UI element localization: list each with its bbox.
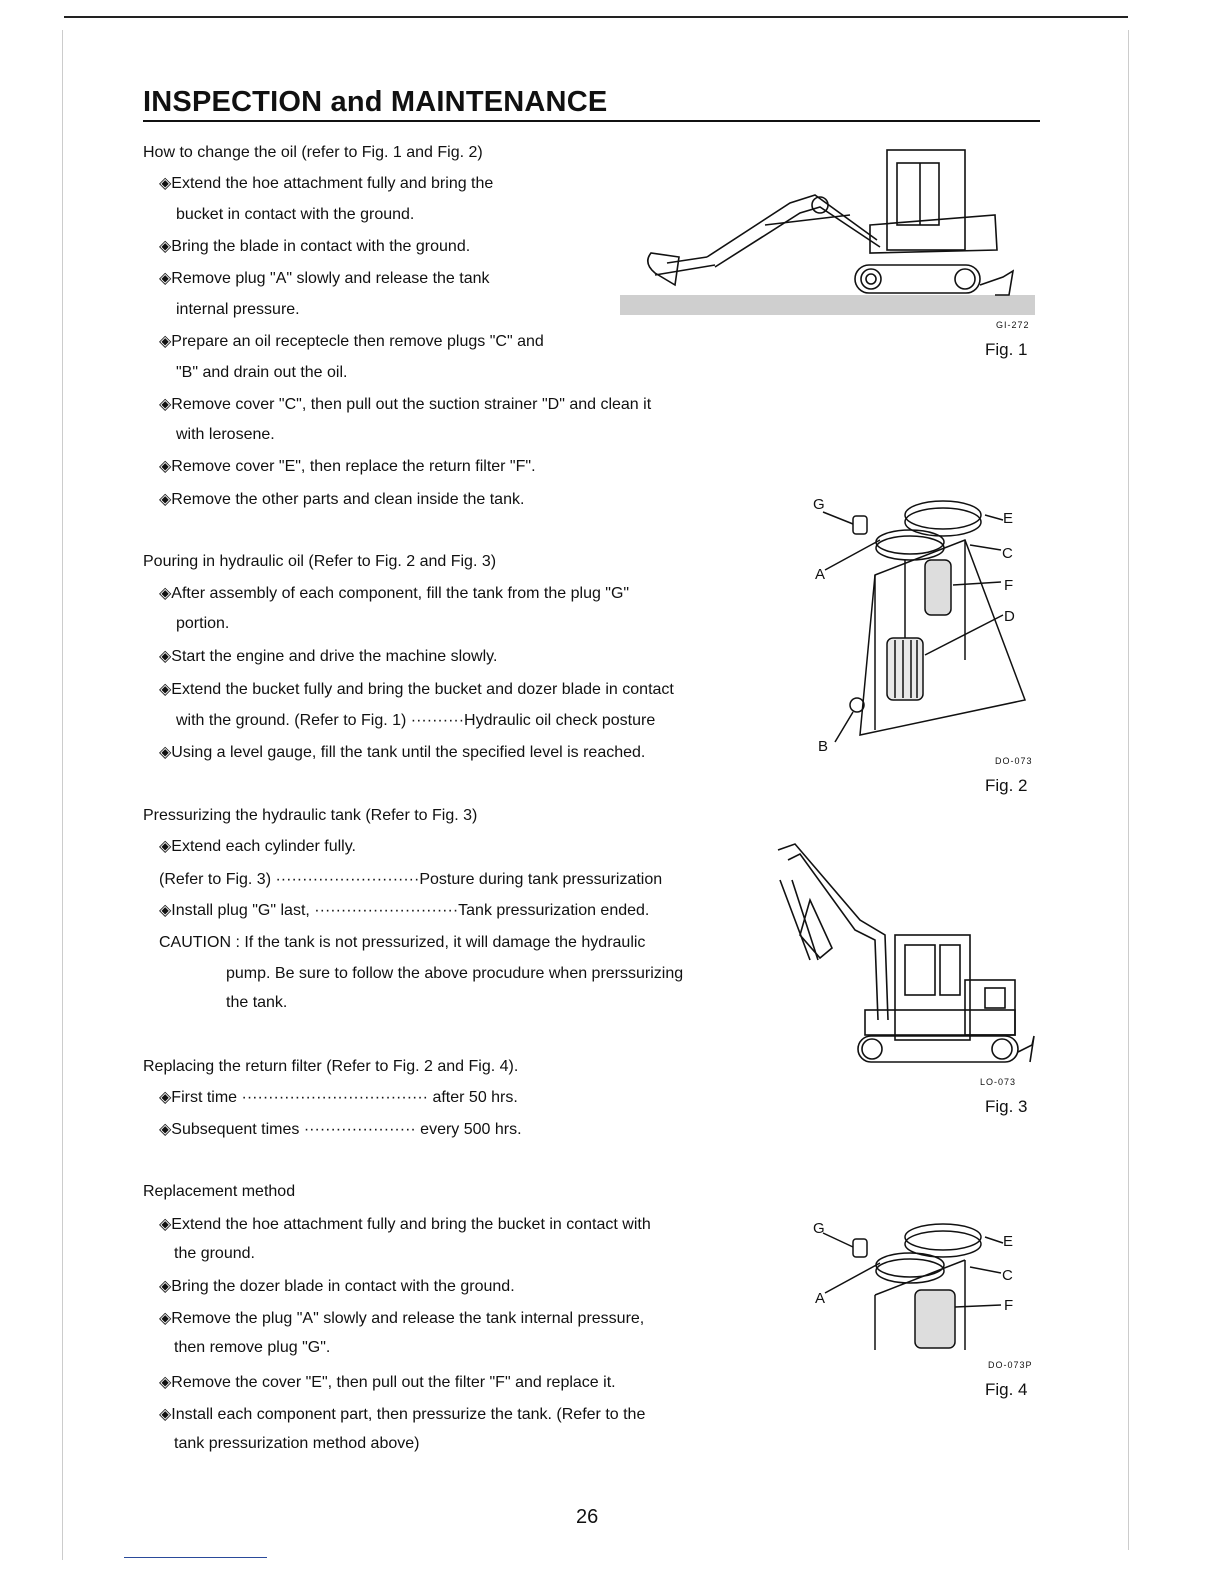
step: ◈Remove cover "E", then replace the return filter "F". [159,458,536,475]
fig1-code: GI-272 [996,320,1030,330]
fig2-callout-e: E [1003,510,1014,527]
step: ◈Extend the hoe attachment fully and bring the [159,175,494,192]
section-heading-change-oil: How to change the oil (refer to Fig. 1 and Fig. 2) [143,144,483,161]
step-cont: then remove plug "G". [174,1339,331,1356]
step-cont: with the ground. (Refer to Fig. 1) ··········Hydraulic oil check posture [176,712,656,729]
fig4-tank-drawing [805,1215,1035,1355]
step: (Refer to Fig. 3) ···························Posture during tank pressurization [159,871,663,888]
step: ◈Using a level gauge, fill the tank until the specified level is reached. [159,744,646,761]
step: ◈Extend the bucket fully and bring the bucket and dozer blade in contact [159,681,674,698]
fig2-callout-a: A [815,566,826,583]
step: ◈Remove the other parts and clean inside the tank. [159,491,525,508]
fig1-excavator-drawing [615,145,1040,320]
left-scan-edge [62,30,63,1560]
section-heading-return-filter: Replacing the return filter (Refer to Fig. 2 and Fig. 4). [143,1058,519,1075]
bottom-rule [124,1557,267,1558]
interval: ◈Subsequent times ····················· every 500 hrs. [159,1121,522,1138]
section-heading-pressurizing: Pressurizing the hydraulic tank (Refer to Fig. 3) [143,807,478,824]
fig4-label: Fig. 4 [985,1380,1028,1399]
step: ◈Install each component part, then pressurize the tank. (Refer to the [159,1406,646,1423]
step: ◈Bring the blade in contact with the ground. [159,238,471,255]
interval: ◈First time ··································· after 50 hrs. [159,1089,518,1106]
fig2-code: DO-073 [995,756,1033,766]
fig2-callout-f: F [1004,577,1014,594]
fig4-callout-f: F [1004,1297,1014,1314]
fig4-callout-c: C [1002,1267,1013,1284]
step: ◈Start the engine and drive the machine slowly. [159,648,498,665]
fig4-callout-e: E [1003,1233,1014,1250]
fig2-tank-drawing [805,490,1035,760]
step-cont: the ground. [174,1245,255,1262]
step-cont: with lerosene. [176,426,275,443]
fig3-label: Fig. 3 [985,1097,1028,1116]
fig2-callout-g: G [813,496,825,513]
fig3-excavator-drawing [770,840,1040,1070]
step: ◈Remove plug "A" slowly and release the tank [159,270,490,287]
caution-cont: pump. Be sure to follow the above procudure when prerssurizing [226,965,684,982]
fig2-callout-c: C [1002,545,1013,562]
step: ◈Remove cover "C", then pull out the suction strainer "D" and clean it [159,396,652,413]
step: ◈Remove the plug "A" slowly and release the tank internal pressure, [159,1310,645,1327]
step: ◈Extend each cylinder fully. [159,838,356,855]
step: ◈Extend the hoe attachment fully and bring the bucket in contact with [159,1216,651,1233]
fig4-callout-g: G [813,1220,825,1237]
fig3-code: LO-073 [980,1077,1017,1087]
fig2-callout-b: B [818,738,829,755]
fig4-callout-a: A [815,1290,826,1307]
step-cont: portion. [176,615,230,632]
step: ◈After assembly of each component, fill the tank from the plug "G" [159,585,630,602]
top-rule [64,16,1128,18]
step: ◈Install plug "G" last, ···························Tank pressurization ended. [159,902,650,919]
step-cont: bucket in contact with the ground. [176,206,415,223]
step: ◈Bring the dozer blade in contact with the ground. [159,1278,515,1295]
page-title: INSPECTION and MAINTENANCE [143,86,608,118]
step: ◈Prepare an oil receptecle then remove plugs "C" and [159,333,544,350]
section-heading-replacement: Replacement method [143,1183,296,1200]
step: ◈Remove the cover "E", then pull out the filter "F" and replace it. [159,1374,616,1391]
caution: CAUTION : If the tank is not pressurized, it will damage the hydraulic [159,934,646,951]
page-number: 26 [576,1506,599,1528]
step-cont: "B" and drain out the oil. [176,364,348,381]
fig1-label: Fig. 1 [985,340,1028,359]
fig2-callout-d: D [1004,608,1015,625]
section-heading-pouring-oil: Pouring in hydraulic oil (Refer to Fig. 2 and Fig. 3) [143,553,497,570]
fig4-code: DO-073P [988,1360,1033,1370]
fig2-label: Fig. 2 [985,776,1028,795]
title-underline [143,120,1040,122]
right-scan-edge [1128,30,1129,1550]
caution-cont: the tank. [226,994,288,1011]
step-cont: tank pressurization method above) [174,1435,420,1452]
step-cont: internal pressure. [176,301,300,318]
